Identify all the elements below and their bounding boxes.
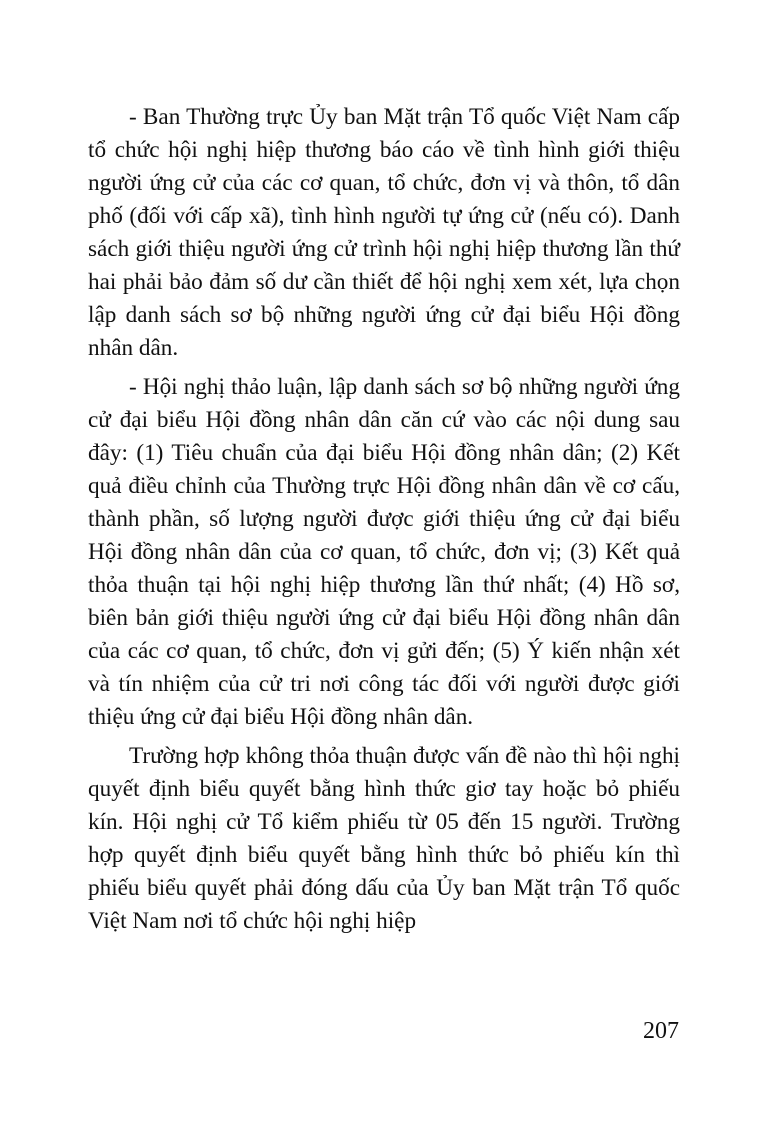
- paragraph-3: Trường hợp không thỏa thuận được vấn đề nào thì hội nghị quyết định biểu quyết bằng hình thức giơ tay hoặc bỏ phiếu kín. Hội nghị cử Tổ kiểm phiếu từ 05 đến 15 người. Trường hợp quyết định biểu quyết bằng hình thức bỏ phiếu kín thì phiếu biểu quyết phải đóng dấu của Ủy ban Mặt trận Tổ quốc Việt Nam nơi tổ chức hội nghị hiệp: [88, 743, 680, 934]
- paragraph-2: - Hội nghị thảo luận, lập danh sách sơ bộ những người ứng cử đại biểu Hội đồng nhân dân căn cứ vào các nội dung sau đây: (1) Tiêu chuẩn của đại biểu Hội đồng nhân dân; (2) Kết quả điều chỉnh của Thường trực Hội đồng nhân dân về cơ cấu, thành phần, số lượng người được giới thiệu ứng cử đại biểu Hội đồng nhân dân của cơ quan, tổ chức, đơn vị; (3) Kết quả thỏa thuận tại hội nghị hiệp thương lần thứ nhất; (4) Hồ sơ, biên bản giới thiệu người ứng cử đại biểu Hội đồng nhân dân của các cơ quan, tổ chức, đơn vị gửi đến; (5) Ý kiến nhận xét và tín nhiệm của cử tri nơi công tác đối với người được giới thiệu ứng cử đại biểu Hội đồng nhân dân.: [88, 374, 680, 730]
- paragraph-1: - Ban Thường trực Ủy ban Mặt trận Tổ quốc Việt Nam cấp tổ chức hội nghị hiệp thương báo cáo về tình hình giới thiệu người ứng cử của các cơ quan, tổ chức, đơn vị và thôn, tổ dân phố (đối với cấp xã), tình hình người tự ứng cử (nếu có). Danh sách giới thiệu người ứng cử trình hội nghị hiệp thương lần thứ hai phải bảo đảm số dư cần thiết để hội nghị xem xét, lựa chọn lập danh sách sơ bộ những người ứng cử đại biểu Hội đồng nhân dân.: [88, 104, 680, 361]
- page-number: 207: [643, 1018, 679, 1044]
- page-body: [88, 101, 680, 944]
